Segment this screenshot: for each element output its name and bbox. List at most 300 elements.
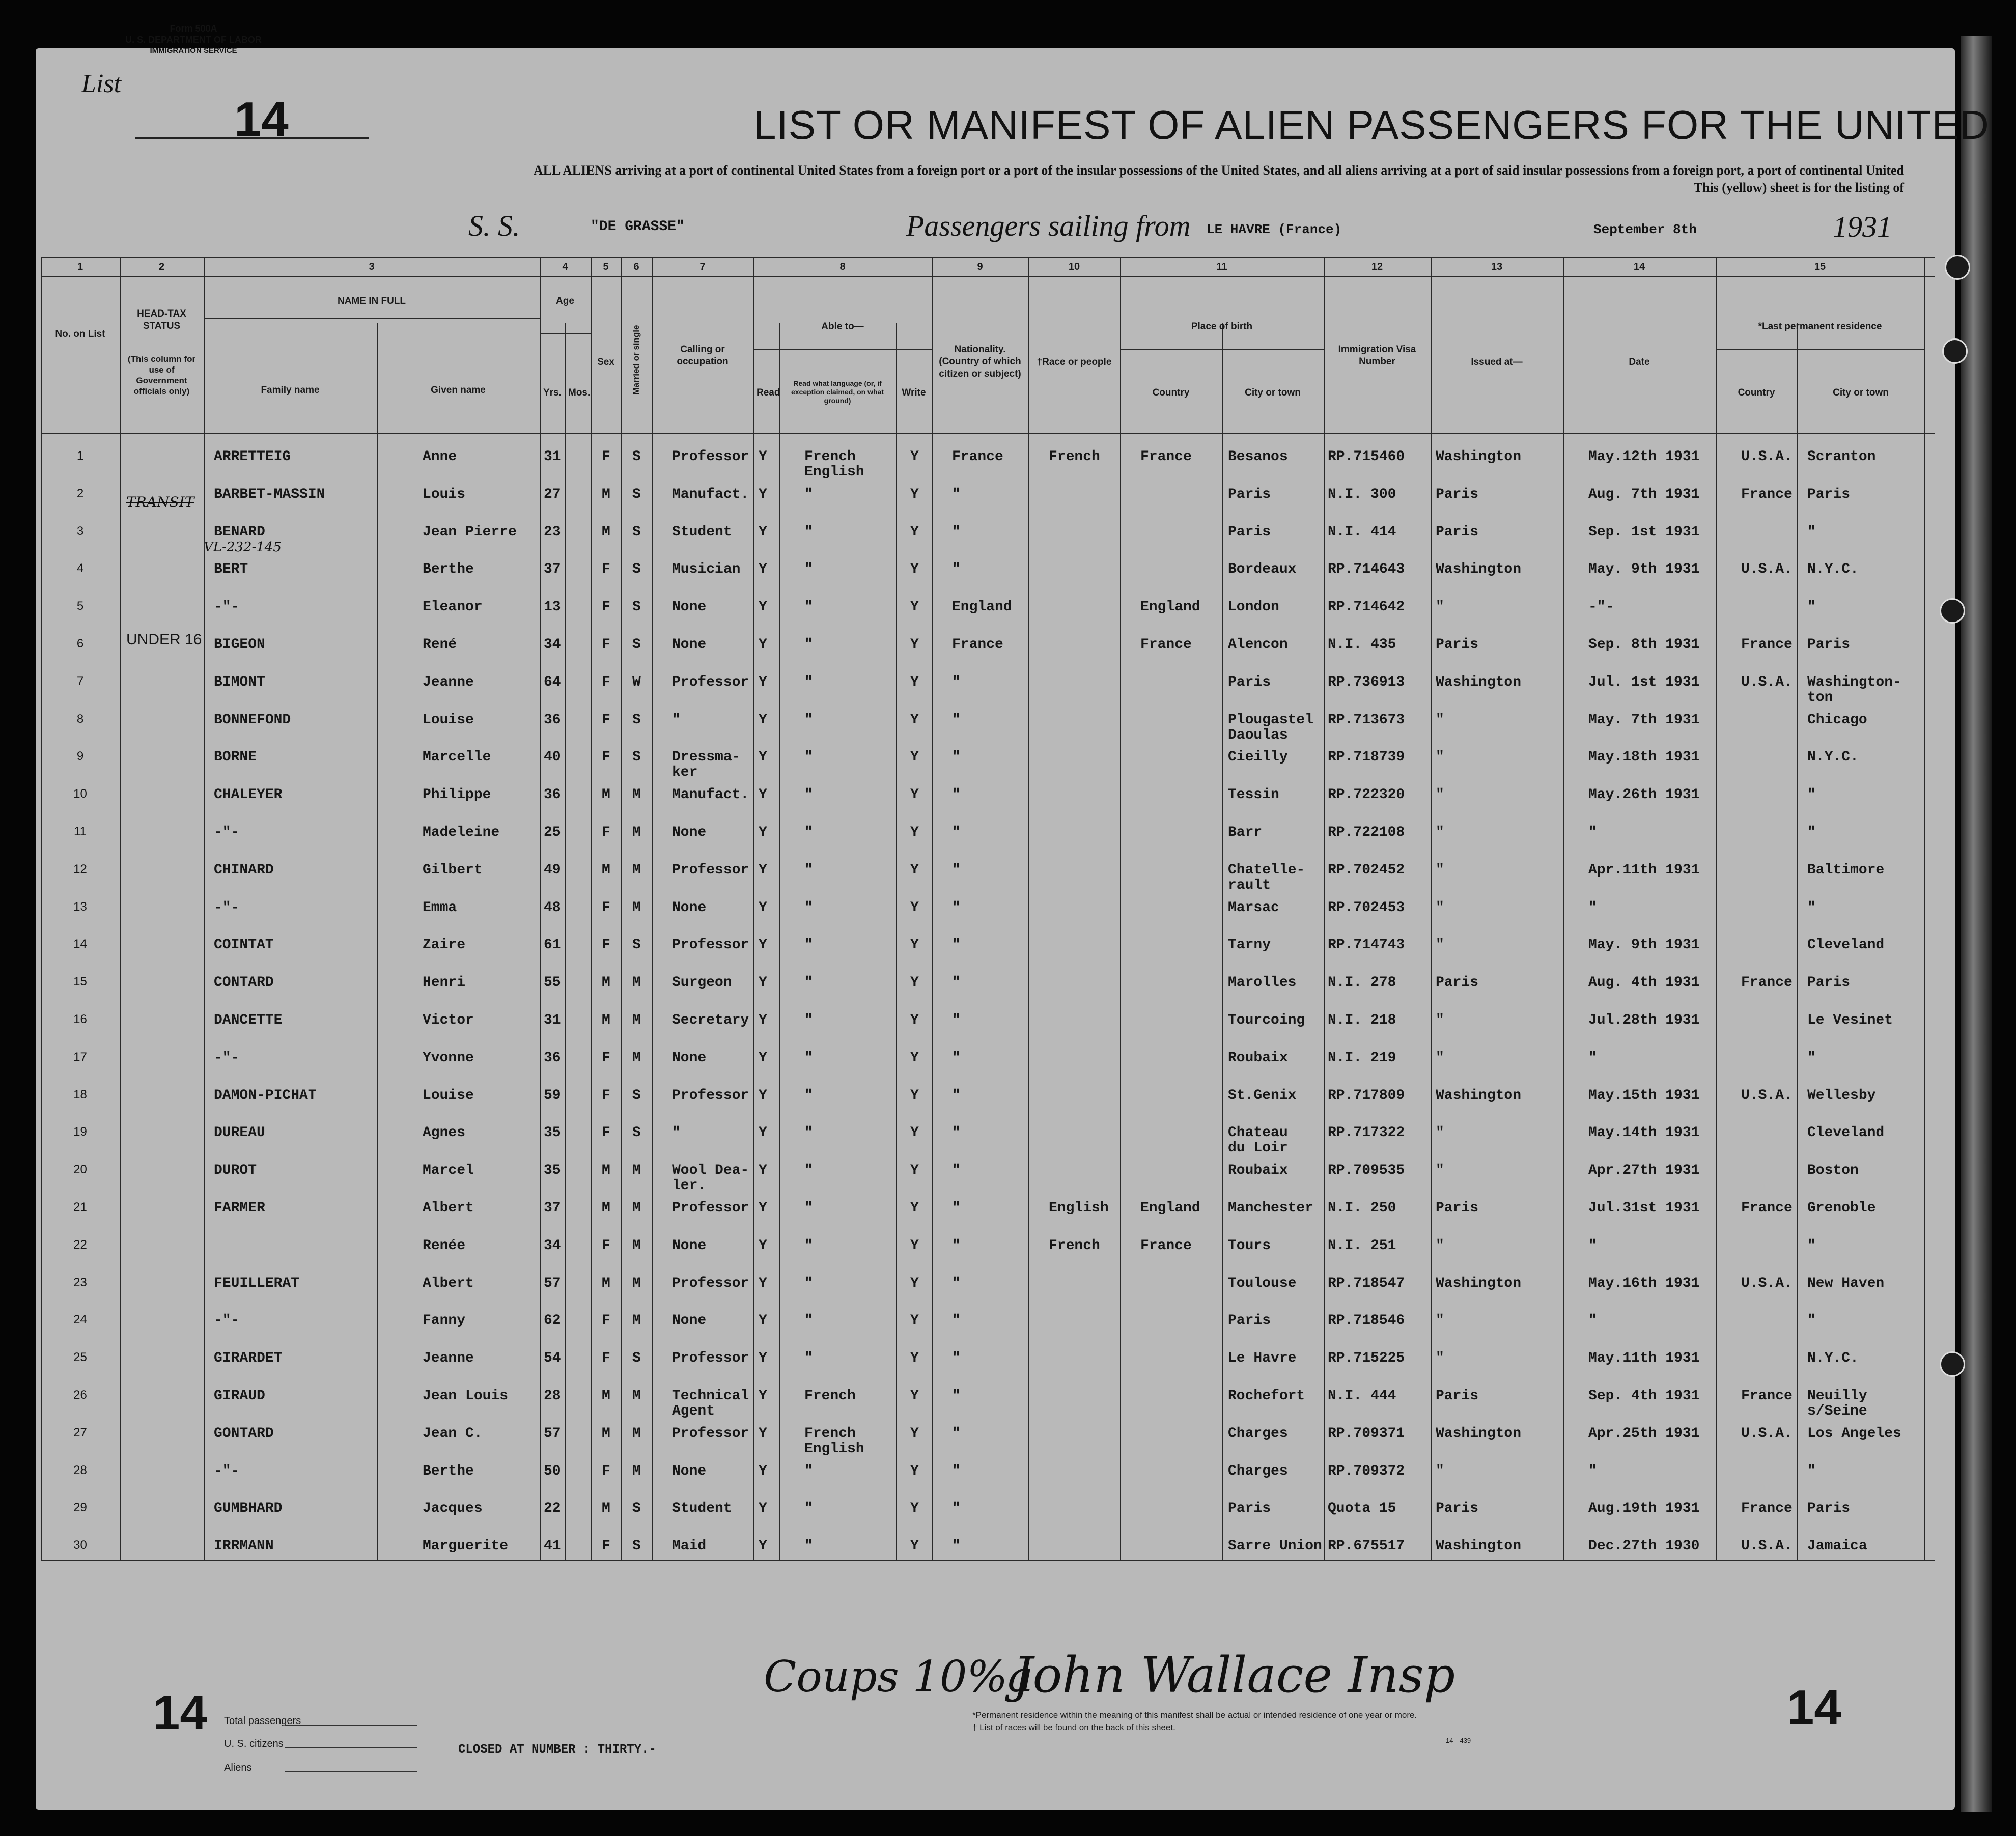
sex: F [602,449,610,465]
occupation: None [672,1313,707,1329]
residence-city: " [1807,524,1816,540]
issued-at: " [1436,1050,1444,1066]
given-name: Gilbert [423,862,483,878]
residence-country: France [1741,975,1793,991]
birth-country: France [1140,449,1192,465]
birth-city: Le Havre [1228,1350,1297,1367]
marital-status: M [632,899,641,916]
occupation: Manufact. [672,486,749,502]
read-language: " [804,1313,813,1329]
can-write: Y [910,1125,919,1141]
column-border [377,323,378,1560]
visa-number: RP.709535 [1328,1163,1405,1179]
birth-city: Tours [1228,1237,1271,1254]
read-language: " [804,1125,813,1141]
can-read: Y [759,1463,767,1479]
occupation: " [672,1125,681,1141]
residence-city: Baltimore [1807,862,1885,878]
occupation: Maid [672,1538,707,1555]
residence-city: New Haven [1807,1275,1885,1291]
birth-city: Charges [1228,1463,1288,1479]
can-write: Y [910,899,919,916]
marital-status: S [632,1125,641,1141]
column-border [1716,257,1717,1560]
birth-city: Toulouse [1228,1275,1297,1291]
issued-at: " [1436,1313,1444,1329]
form-identifier: Form 500A U. S. DEPARTMENT OF LABOR IMMIGRATION SERVICE [125,23,262,55]
residence-city: Neuilly [1807,1388,1867,1404]
binder-hole [1945,255,1970,280]
residence-city: Cleveland [1807,937,1885,953]
read-language: " [804,975,813,991]
column-border [565,323,566,1560]
column-border [204,257,205,1560]
row-number: 23 [73,1275,87,1289]
occupation: Dressma- [672,749,741,766]
can-write: Y [910,1087,919,1104]
residence-country: France [1741,1200,1793,1216]
given-name: Jeanne [423,674,474,690]
sex: M [602,1388,610,1404]
row-number: 15 [73,975,87,989]
row-number: 5 [76,599,84,613]
cell-continuation: du Loir [1228,1140,1288,1156]
sex: M [602,1275,610,1291]
residence-city: Grenoble [1807,1200,1876,1216]
occupation: Technical [672,1388,749,1404]
binder-hole [1940,1351,1965,1377]
marital-status: M [632,1388,641,1404]
age-years-header: Yrs. [543,387,562,398]
occupation: None [672,1463,707,1479]
sex: M [602,1200,610,1216]
visa-date: " [1588,1463,1597,1479]
port-of-departure: LE HAVRE (France) [1207,222,1342,237]
read-language-header: Read what language (or, if exception claimed, on what ground) [791,379,884,405]
header-sub-border [753,349,932,350]
given-name: Louise [423,712,474,728]
birth-city: Tourcoing [1228,1012,1305,1028]
age-years: 34 [544,637,561,653]
read-language: French [804,449,856,465]
issued-at: Paris [1436,524,1479,540]
residence-country: U.S.A. [1741,1425,1793,1442]
sex: F [602,937,610,953]
visa-number: N.I. 300 [1328,486,1396,502]
cell-continuation: Daoulas [1228,727,1288,743]
birth-city-header: City or town [1245,387,1301,398]
issued-at: Washington [1436,1087,1522,1104]
table-top-border [41,257,1935,258]
visa-number: N.I. 435 [1328,637,1396,653]
age-years: 59 [544,1087,561,1104]
visa-date: May. 9th 1931 [1588,937,1700,953]
birth-city: Rochefort [1228,1388,1305,1404]
visa-number: RP.722320 [1328,787,1405,803]
occupation: Professor [672,1087,749,1104]
visa-date: Aug. 7th 1931 [1588,486,1700,502]
read-language: " [804,599,813,615]
can-read: Y [759,749,767,766]
under-16-note: UNDER 16 [126,631,202,648]
birth-city: Paris [1228,524,1271,540]
birth-country-header: Country [1152,387,1190,398]
residence-city: " [1807,599,1816,615]
row-number: 9 [76,749,84,764]
marital-status: M [632,1050,641,1066]
can-write: Y [910,524,919,540]
sex: M [602,975,610,991]
cell-continuation: Agent [672,1403,715,1419]
family-name: DUREAU [214,1125,265,1141]
family-name: COINTAT [214,937,274,953]
can-write: Y [910,862,919,878]
ss-label: S. S. [468,209,520,242]
cell-continuation: ton [1807,689,1833,705]
row-number: 28 [73,1463,87,1477]
age-years: 35 [544,1163,561,1179]
visa-number: RP.715460 [1328,449,1405,465]
age-years: 64 [544,674,561,690]
visa-date: " [1588,1313,1597,1329]
sex: F [602,599,610,615]
visa-date: Dec.27th 1930 [1588,1538,1700,1555]
can-write: Y [910,1425,919,1442]
age-years: 37 [544,1200,561,1216]
can-read: Y [759,1501,767,1517]
visa-number: RP.702453 [1328,899,1405,916]
issued-at: Washington [1436,1425,1522,1442]
can-read: Y [759,937,767,953]
sex: F [602,1463,610,1479]
calling-header: Calling or occupation [677,344,729,367]
issued-at: Paris [1436,975,1479,991]
sex: M [602,1163,610,1179]
marital-status: M [632,1200,641,1216]
can-write: Y [910,561,919,578]
nationality: " [952,1163,961,1179]
birth-city: Chatelle- [1228,862,1305,878]
visa-date: Aug. 4th 1931 [1588,975,1700,991]
family-name: CONTARD [214,975,274,991]
head-tax-note: (This column for use of Government officials only) [127,354,196,396]
can-write: Y [910,712,919,728]
family-name: ARRETTEIG [214,449,291,465]
occupation: None [672,637,707,653]
head-tax-header: HEAD-TAX STATUS [137,308,186,331]
can-read: Y [759,1425,767,1442]
married-header: Married or single [631,325,641,395]
marital-status: M [632,1313,641,1329]
column-number: 11 [1216,261,1227,272]
read-language: " [804,524,813,540]
family-name: DAMON-PICHAT [214,1087,317,1104]
marital-status: S [632,449,641,465]
row-number: 1 [76,449,84,463]
can-read: Y [759,1538,767,1555]
marital-status: M [632,1275,641,1291]
place-of-birth-header: Place of birth [1191,321,1253,332]
birth-city: Tessin [1228,787,1279,803]
sex: M [602,862,610,878]
given-name: Jean Louis [423,1388,509,1404]
family-name: GIRAUD [214,1388,265,1404]
nationality: " [952,1050,961,1066]
visa-number: N.I. 251 [1328,1237,1396,1254]
visa-number: RP.709372 [1328,1463,1405,1479]
issued-at: Washington [1436,674,1522,690]
can-read: Y [759,561,767,578]
nationality-header: Nationality. (Country of which citizen or subject) [939,344,1021,379]
residence-footnote: *Permanent residence within the meaning of this manifest shall be actual or intended residence of one year or more. [972,1710,1417,1720]
age-years: 22 [544,1501,561,1517]
read-language: " [804,674,813,690]
given-name: Jean Pierre [423,524,517,540]
given-name: Marcel [423,1163,474,1179]
age-years: 31 [544,449,561,465]
binder-hole [1942,338,1968,364]
sex: F [602,561,610,578]
residence-city: Boston [1807,1163,1859,1179]
sex: M [602,524,610,540]
can-write: Y [910,1012,919,1028]
birth-city: Sarre Union [1228,1538,1322,1555]
visa-number: N.I. 444 [1328,1388,1396,1404]
row-number: 25 [73,1350,87,1365]
issued-at: Paris [1436,1501,1479,1517]
birth-city: Roubaix [1228,1163,1288,1179]
nationality: " [952,524,961,540]
can-write: Y [910,1350,919,1367]
column-number: 1 [77,261,83,272]
marital-status: S [632,1087,641,1104]
issued-at: " [1436,749,1444,766]
family-name: BORNE [214,749,257,766]
can-write: Y [910,1463,919,1479]
sex: F [602,1087,610,1104]
read-language: French [804,1425,856,1442]
inspector-signature: John Wallace Insp [1013,1647,1455,1704]
marital-status: S [632,1350,641,1367]
can-read: Y [759,1125,767,1141]
citizens-line [285,1747,417,1748]
age-header: Age [556,296,574,306]
row-number: 2 [76,486,84,500]
read-language: " [804,1200,813,1216]
nationality: " [952,561,961,578]
column-border [120,257,121,1560]
occupation: Professor [672,1425,749,1442]
sex: F [602,712,610,728]
sex: M [602,787,610,803]
can-read: Y [759,1237,767,1254]
residence-country: France [1741,1388,1793,1404]
row-number: 13 [73,899,87,914]
issued-at: " [1436,787,1444,803]
visa-date: Sep. 4th 1931 [1588,1388,1700,1404]
can-read: Y [759,674,767,690]
header-sub-border [1716,349,1924,350]
birth-city: Tarny [1228,937,1271,953]
nationality: " [952,486,961,502]
footer-right-number: 14 [1787,1680,1841,1735]
sailing-year: 1931 [1833,210,1892,243]
residence-city: " [1807,899,1816,916]
can-write: Y [910,599,919,615]
residence-city: " [1807,787,1816,803]
residence-city: Los Angeles [1807,1425,1901,1442]
can-write: Y [910,1275,919,1291]
row-number: 7 [76,674,84,688]
family-name: FEUILLERAT [214,1275,300,1291]
age-years: 37 [544,561,561,578]
cell-continuation: s/Seine [1807,1403,1867,1419]
can-read: Y [759,1200,767,1216]
given-name: Louis [423,486,466,502]
residence-city: Jamaica [1807,1538,1867,1555]
visa-date: May.15th 1931 [1588,1087,1700,1104]
nationality: " [952,1125,961,1141]
nationality: " [952,1237,961,1254]
residence-city: " [1807,1237,1816,1254]
can-read: Y [759,1050,767,1066]
issued-at: Washington [1436,1275,1522,1291]
column-border [896,323,897,1560]
family-name: GONTARD [214,1425,274,1442]
age-years: 57 [544,1425,561,1442]
given-name: Zaire [423,937,466,953]
birth-city: Plougastel [1228,712,1314,728]
column-number: 7 [699,261,706,272]
write-header: Write [902,387,926,398]
read-language: " [804,1463,813,1479]
sex: F [602,1313,610,1329]
given-name: Yvonne [423,1050,474,1066]
closed-note: CLOSED AT NUMBER : THIRTY.- [458,1743,656,1757]
family-name-header: Family name [261,385,320,396]
row-number: 30 [73,1538,87,1552]
nationality: " [952,1425,961,1442]
issued-at: " [1436,1237,1444,1254]
age-years: 57 [544,1275,561,1291]
family-name: -"- [214,599,240,615]
occupation: Musician [672,561,741,578]
marital-status: M [632,862,641,878]
visa-header: Immigration Visa Number [1338,344,1416,367]
age-years: 49 [544,862,561,878]
age-years: 13 [544,599,561,615]
column-number: 12 [1371,261,1383,272]
sex: M [602,1012,610,1028]
read-language: " [804,712,813,728]
visa-date: Jul.31st 1931 [1588,1200,1700,1216]
nationality: " [952,937,961,953]
residence-country: U.S.A. [1741,674,1793,690]
visa-number: RP.714643 [1328,561,1405,578]
age-years: 34 [544,1237,561,1254]
read-language: " [804,1501,813,1517]
given-name: Philippe [423,787,491,803]
visa-date: Jul. 1st 1931 [1588,674,1700,690]
nationality: " [952,787,961,803]
column-number: 13 [1491,261,1503,272]
marital-status: M [632,975,641,991]
sex: F [602,1237,610,1254]
column-number: 5 [603,261,609,272]
can-write: Y [910,975,919,991]
read-language: " [804,1087,813,1104]
occupation: Manufact. [672,787,749,803]
marital-status: M [632,825,641,840]
column-border [1120,257,1121,1560]
marital-status: M [632,1425,641,1442]
family-name: GUMBHARD [214,1501,283,1517]
visa-number: RP.714642 [1328,599,1405,615]
us-citizens-label: U. S. citizens [224,1738,284,1749]
occupation: Professor [672,1350,749,1367]
visa-number: RP.736913 [1328,674,1405,690]
visa-date: May. 7th 1931 [1588,712,1700,728]
given-name: Jacques [423,1501,483,1517]
residence-city: N.Y.C. [1807,1350,1859,1367]
age-years: 31 [544,1012,561,1028]
can-write: Y [910,937,919,953]
residence-city: " [1807,1050,1816,1066]
can-read: Y [759,1350,767,1367]
column-border [1563,257,1564,1560]
family-name: BARBET-MASSIN [214,486,325,502]
row-number: 3 [76,524,84,538]
column-number-border [41,276,1935,277]
visa-date: May.12th 1931 [1588,449,1700,465]
sex: F [602,637,610,653]
family-name: -"- [214,1313,240,1329]
visa-date: " [1588,825,1597,840]
marital-status: S [632,1538,641,1555]
row-number: 14 [73,937,87,951]
read-header: Read [757,387,780,398]
cell-continuation: English [804,464,864,480]
row-number: 29 [73,1501,87,1515]
row-number: 19 [73,1125,87,1139]
given-name-header: Given name [431,385,486,396]
page-edge [1961,36,1992,1812]
given-name: Albert [423,1200,474,1216]
occupation: None [672,1050,707,1066]
nationality: " [952,1087,961,1104]
race: French [1049,1237,1100,1254]
residence-city: Wellesby [1807,1087,1876,1104]
sex: F [602,1125,610,1141]
residence-city: Le Vesinet [1807,1012,1893,1028]
can-read: Y [759,524,767,540]
birth-city: Alencon [1228,637,1288,653]
row-number: 22 [73,1237,87,1252]
row-number: 4 [76,561,84,576]
birth-city: Bordeaux [1228,561,1297,578]
issued-at: Paris [1436,486,1479,502]
birth-country: England [1140,599,1200,615]
given-name: Victor [423,1012,474,1028]
issued-at: " [1436,1163,1444,1179]
nationality: " [952,749,961,766]
aliens-line [285,1771,417,1772]
row-number: 12 [73,862,87,876]
occupation: Professor [672,1200,749,1216]
family-name: IRRMANN [214,1538,274,1555]
age-years: 27 [544,486,561,502]
column-border [1222,323,1223,1560]
